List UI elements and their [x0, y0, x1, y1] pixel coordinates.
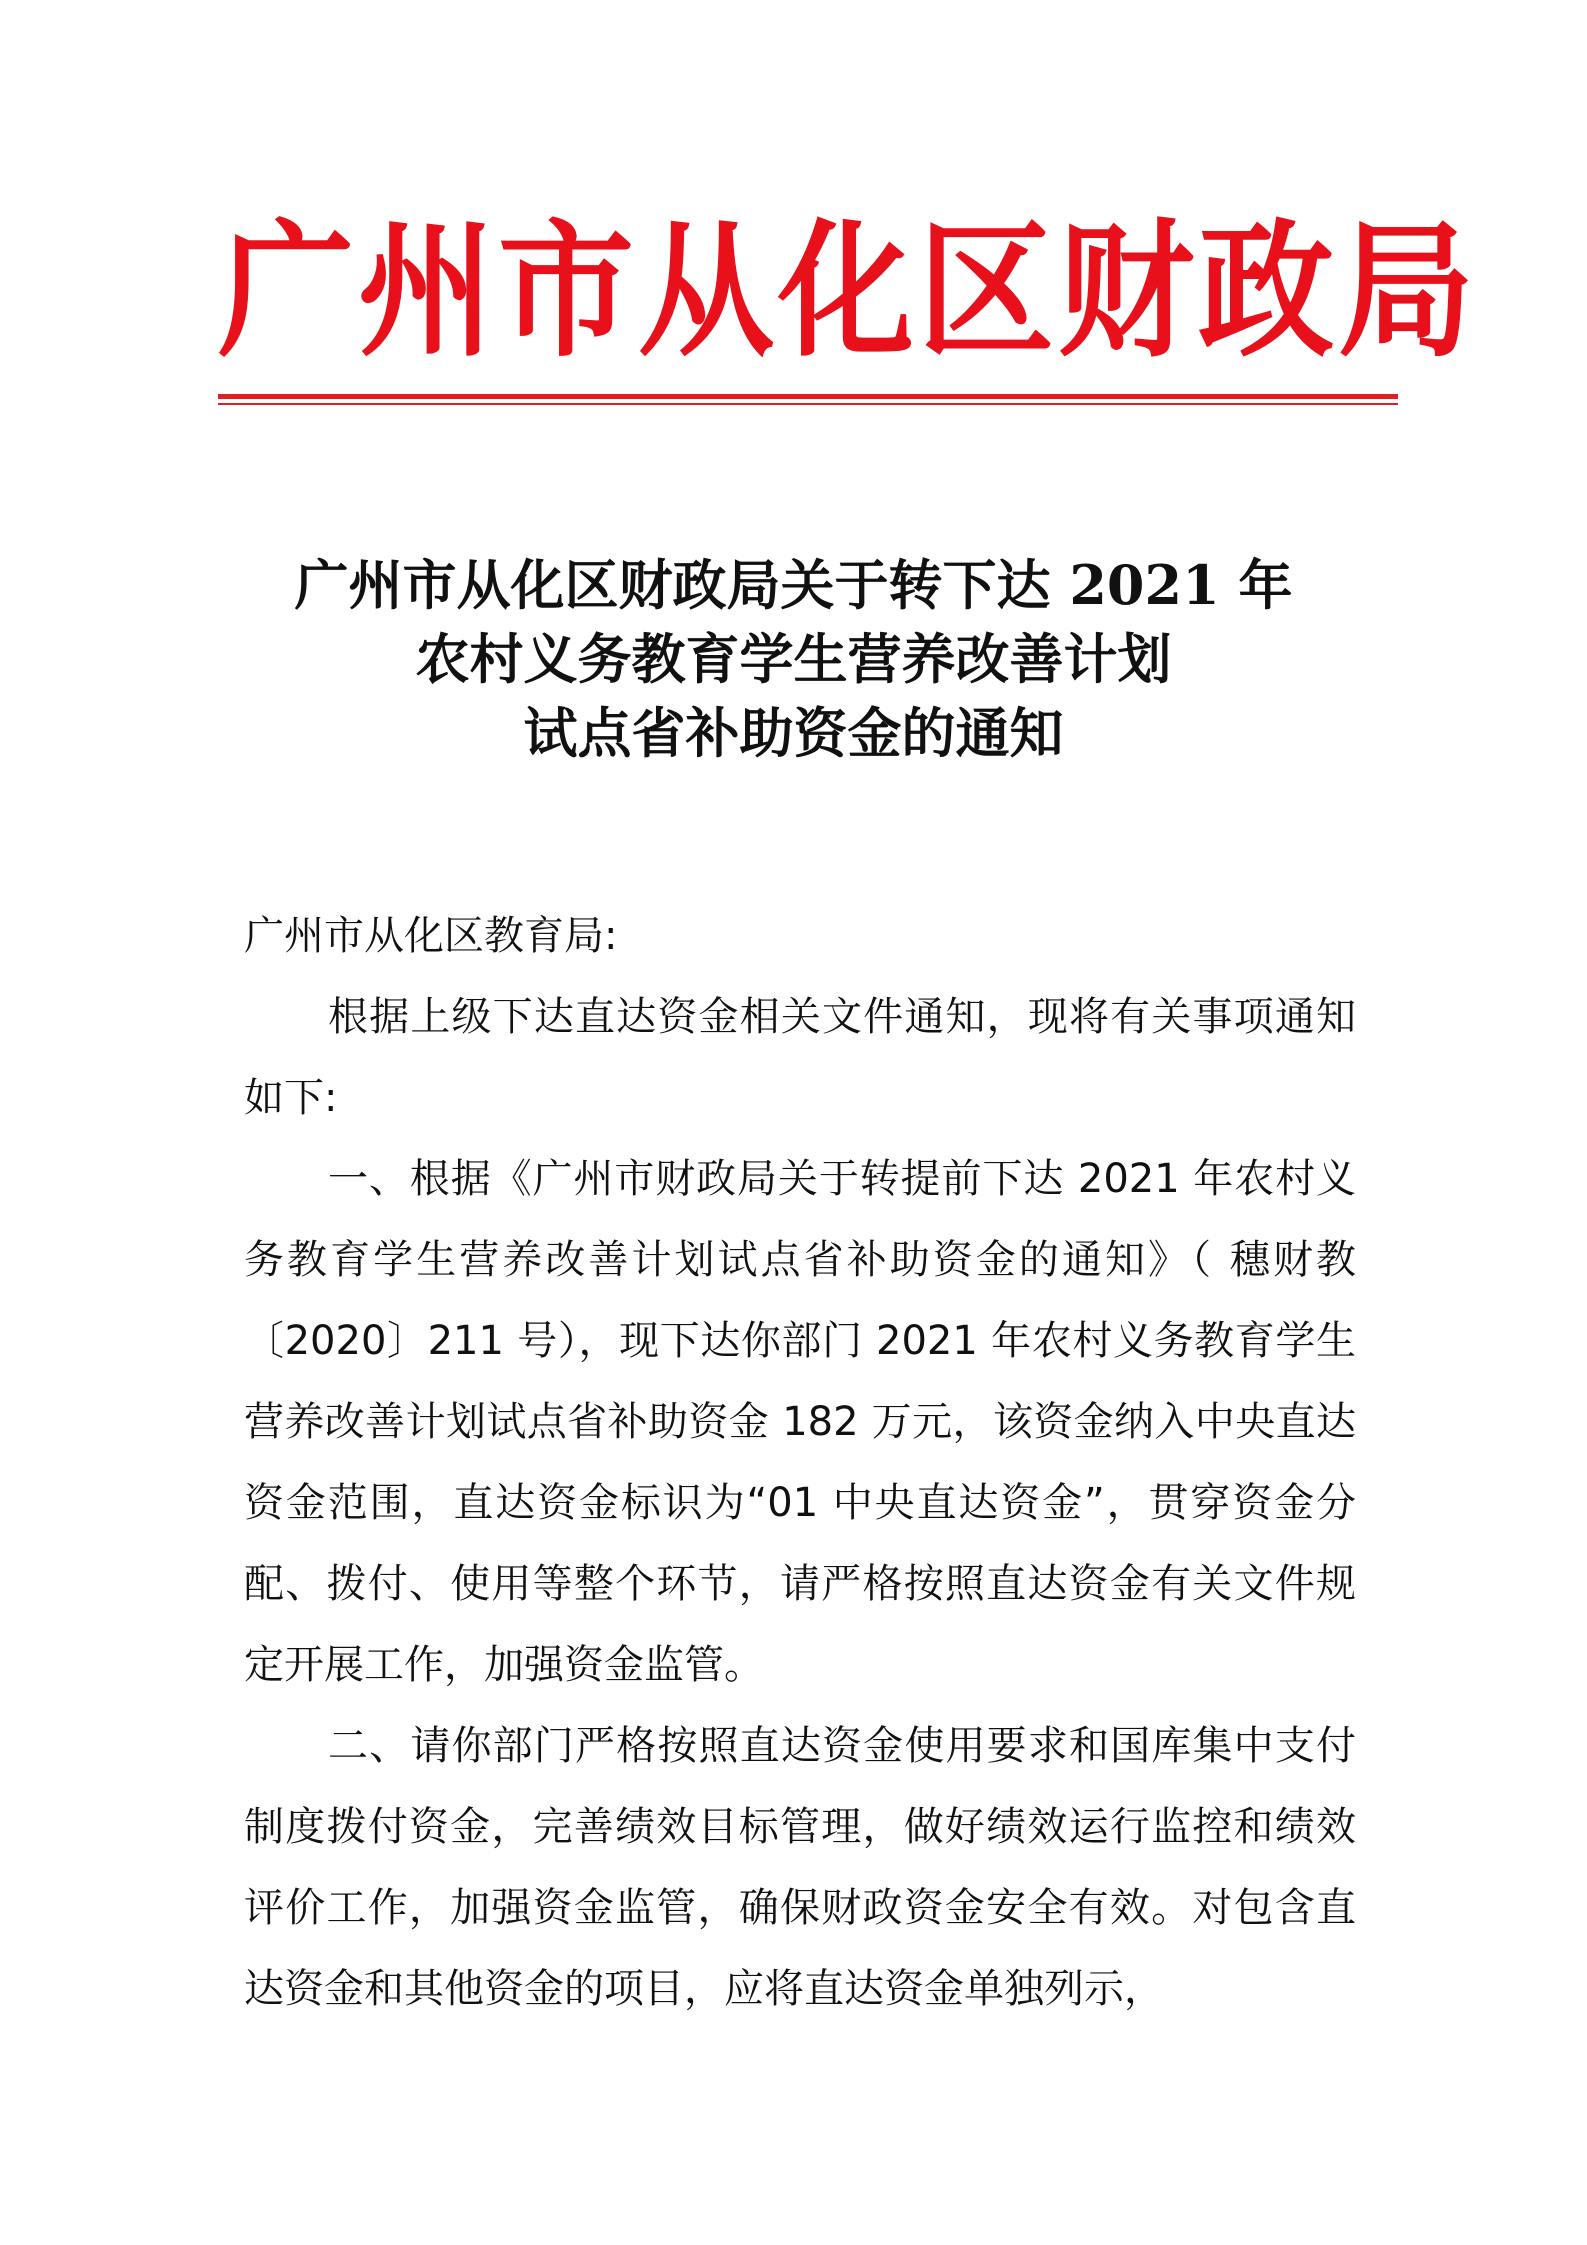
document-body	[244, 896, 1356, 2030]
recipient-line: 广州市从化区教育局:	[244, 913, 618, 959]
title-line-2: 农村义务教育学生营养改善计划	[415, 627, 1172, 691]
body-paragraph-intro: 根据上级下达直达资金相关文件通知，现将有关事项通知如下:	[244, 994, 1356, 1121]
document-title	[180, 548, 1407, 770]
body-paragraph-item-1: 一、根据《广州市财政局关于转提前下达 2021 年农村义务教育学生营养改善计划试点省补助资金的通知》（ 穗财教〔2020〕211 号），现下达你部门 2021 年农村义务教育学生营养改善计划试点省补助资金 182 万元，该资金纳入中央直达资金范围，直达资金标识为“01 中央直达资金”，贯穿资金分配、拨付、使用等整个环节，请严格按照直达资金有关文件规定开展工作，加强资金监管。	[244, 1156, 1356, 1688]
red-header-rule-thick	[218, 394, 1398, 399]
title-line-1: 广州市从化区财政局关于转下达 2021 年	[294, 553, 1293, 617]
issuer-masthead: 广州市从化区财政局	[218, 207, 1478, 378]
red-header-rule-thin	[218, 403, 1398, 405]
body-paragraph-item-2: 二、请你部门严格按照直达资金使用要求和国库集中支付制度拨付资金，完善绩效目标管理，做好绩效运行监控和绩效评价工作，加强资金监管，确保财政资金安全有效。对包含直达资金和其他资金的项目，应将直达资金单独列示，	[244, 1723, 1356, 2012]
title-line-3: 试点省补助资金的通知	[523, 701, 1064, 765]
